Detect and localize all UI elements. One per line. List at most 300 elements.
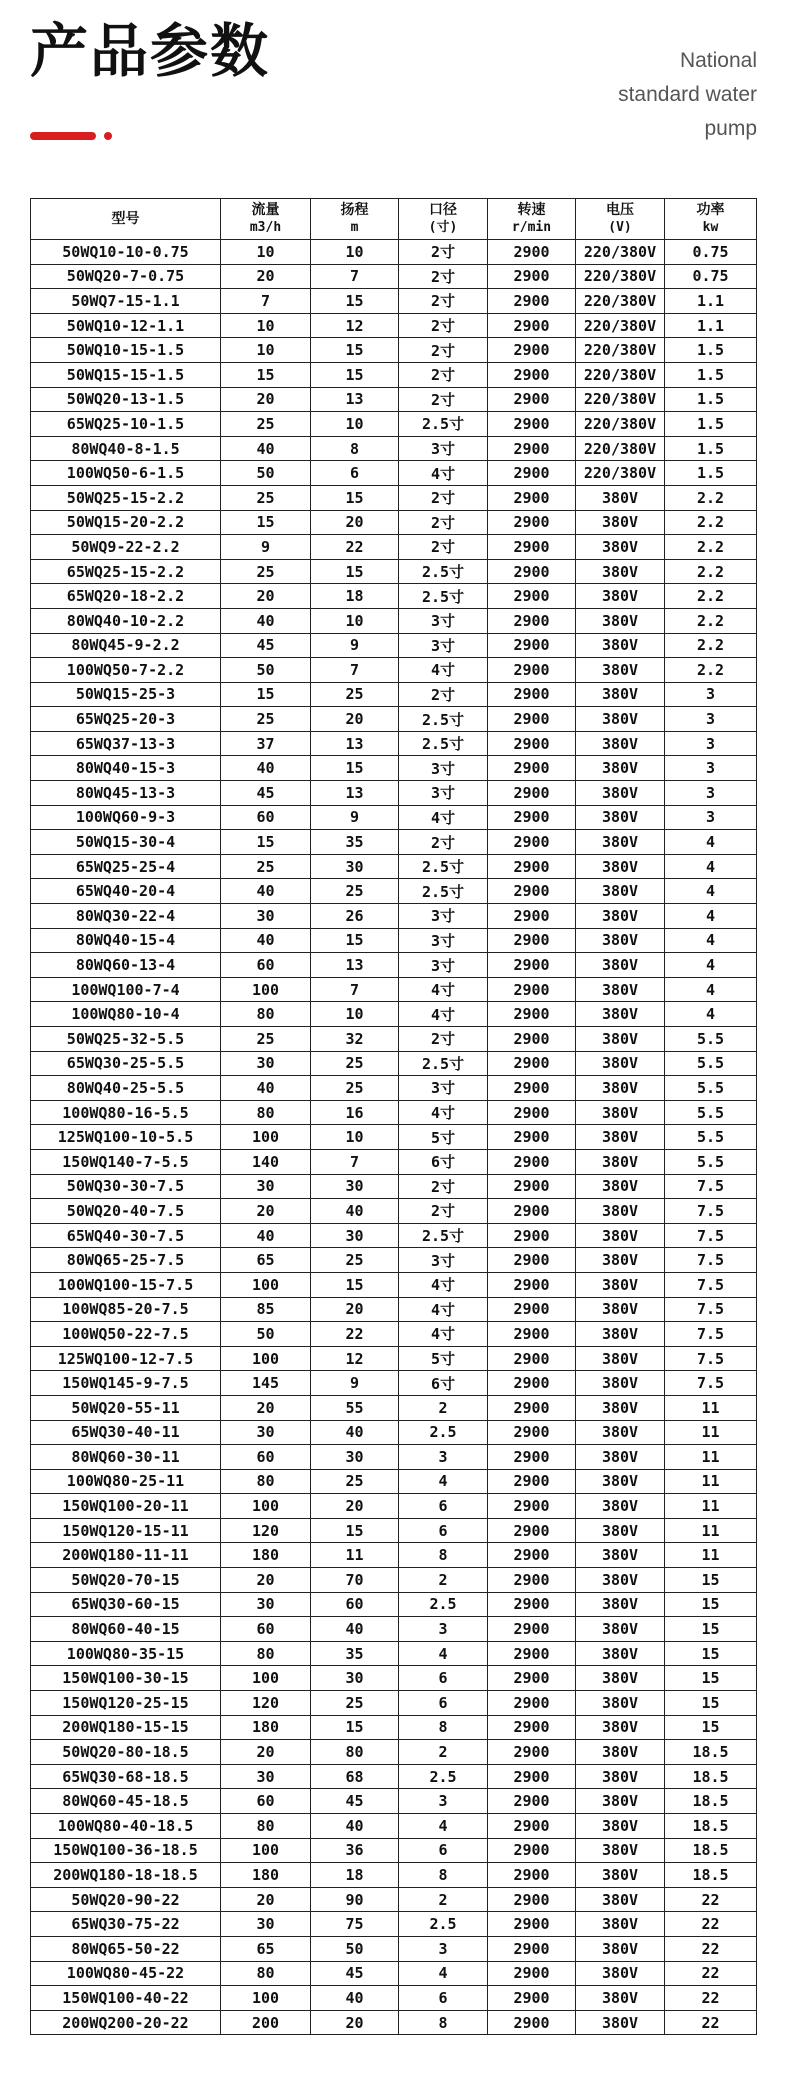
cell-voltage: 380V: [576, 1051, 665, 1076]
cell-model: 50WQ20-70-15: [31, 1568, 221, 1593]
cell-model: 80WQ45-13-3: [31, 781, 221, 806]
cell-speed: 2900: [488, 1912, 576, 1937]
table-row: [31, 854, 757, 879]
cell-model: 50WQ20-7-0.75: [31, 264, 221, 289]
cell-head: 7: [311, 1149, 399, 1174]
cell-power: 5.5: [665, 1051, 757, 1076]
cell-model: 50WQ7-15-1.1: [31, 289, 221, 314]
cell-caliber: 2寸: [399, 682, 488, 707]
cell-caliber: 2: [399, 1568, 488, 1593]
cell-flow: 40: [221, 436, 311, 461]
cell-speed: 2900: [488, 977, 576, 1002]
cell-caliber: 2寸: [399, 313, 488, 338]
cell-voltage: 380V: [576, 879, 665, 904]
table-row: [31, 387, 757, 412]
cell-model: 150WQ120-15-11: [31, 1518, 221, 1543]
cell-voltage: 380V: [576, 805, 665, 830]
cell-power: 7.5: [665, 1346, 757, 1371]
cell-voltage: 220/380V: [576, 436, 665, 461]
table-row: [31, 1445, 757, 1470]
cell-power: 11: [665, 1469, 757, 1494]
cell-voltage: 220/380V: [576, 461, 665, 486]
cell-head: 40: [311, 1420, 399, 1445]
subtitle: [497, 44, 757, 146]
cell-head: 12: [311, 1346, 399, 1371]
cell-model: 80WQ60-13-4: [31, 953, 221, 978]
cell-caliber: 4寸: [399, 1297, 488, 1322]
cell-voltage: 380V: [576, 1740, 665, 1765]
cell-voltage: 220/380V: [576, 313, 665, 338]
cell-caliber: 2.5寸: [399, 1051, 488, 1076]
cell-caliber: 2.5寸: [399, 412, 488, 437]
cell-power: 15: [665, 1592, 757, 1617]
cell-model: 50WQ10-10-0.75: [31, 240, 221, 265]
cell-voltage: 380V: [576, 1100, 665, 1125]
cell-model: 150WQ100-40-22: [31, 1986, 221, 2011]
cell-head: 45: [311, 1961, 399, 1986]
cell-caliber: 2.5: [399, 1764, 488, 1789]
cell-flow: 65: [221, 1936, 311, 1961]
cell-head: 13: [311, 387, 399, 412]
cell-power: 4: [665, 977, 757, 1002]
cell-caliber: 3寸: [399, 1248, 488, 1273]
cell-caliber: 2寸: [399, 289, 488, 314]
cell-voltage: 380V: [576, 682, 665, 707]
cell-model: 100WQ100-7-4: [31, 977, 221, 1002]
table-row: [31, 1986, 757, 2011]
table-row: [31, 2010, 757, 2035]
table-row: [31, 1027, 757, 1052]
cell-speed: 2900: [488, 1715, 576, 1740]
cell-voltage: 380V: [576, 1149, 665, 1174]
cell-power: 22: [665, 1887, 757, 1912]
cell-caliber: 2.5寸: [399, 1223, 488, 1248]
table-row: [31, 461, 757, 486]
cell-speed: 2900: [488, 436, 576, 461]
cell-flow: 60: [221, 805, 311, 830]
cell-flow: 80: [221, 1961, 311, 1986]
cell-model: 65WQ25-15-2.2: [31, 559, 221, 584]
cell-flow: 30: [221, 1764, 311, 1789]
cell-caliber: 4: [399, 1469, 488, 1494]
cell-power: 5.5: [665, 1149, 757, 1174]
cell-speed: 2900: [488, 510, 576, 535]
cell-flow: 100: [221, 977, 311, 1002]
table-row: [31, 928, 757, 953]
cell-speed: 2900: [488, 264, 576, 289]
table-row: [31, 1199, 757, 1224]
cell-head: 15: [311, 485, 399, 510]
cell-model: 100WQ80-35-15: [31, 1641, 221, 1666]
cell-power: 2.2: [665, 510, 757, 535]
table-row: [31, 559, 757, 584]
cell-voltage: 380V: [576, 1691, 665, 1716]
table-row: [31, 731, 757, 756]
cell-speed: 2900: [488, 362, 576, 387]
cell-power: 11: [665, 1543, 757, 1568]
cell-speed: 2900: [488, 731, 576, 756]
cell-caliber: 2寸: [399, 535, 488, 560]
cell-voltage: 380V: [576, 1199, 665, 1224]
cell-flow: 7: [221, 289, 311, 314]
cell-speed: 2900: [488, 1764, 576, 1789]
cell-caliber: 3: [399, 1789, 488, 1814]
cell-model: 80WQ40-10-2.2: [31, 608, 221, 633]
cell-voltage: 380V: [576, 1764, 665, 1789]
cell-head: 10: [311, 1125, 399, 1150]
cell-model: 150WQ100-36-18.5: [31, 1838, 221, 1863]
cell-caliber: 3: [399, 1617, 488, 1642]
header-power: 功率 kw: [665, 199, 757, 240]
cell-voltage: 380V: [576, 854, 665, 879]
cell-flow: 40: [221, 1076, 311, 1101]
cell-speed: 2900: [488, 854, 576, 879]
cell-voltage: 380V: [576, 1986, 665, 2011]
cell-power: 1.1: [665, 289, 757, 314]
cell-flow: 20: [221, 1395, 311, 1420]
cell-flow: 20: [221, 1887, 311, 1912]
cell-model: 150WQ100-20-11: [31, 1494, 221, 1519]
cell-voltage: 380V: [576, 1814, 665, 1839]
cell-speed: 2900: [488, 781, 576, 806]
cell-power: 4: [665, 879, 757, 904]
cell-power: 2.2: [665, 608, 757, 633]
cell-flow: 30: [221, 904, 311, 929]
cell-flow: 45: [221, 633, 311, 658]
cell-power: 0.75: [665, 264, 757, 289]
cell-flow: 50: [221, 658, 311, 683]
table-row: [31, 264, 757, 289]
cell-power: 11: [665, 1445, 757, 1470]
cell-voltage: 380V: [576, 1592, 665, 1617]
subtitle-line: National: [679, 49, 757, 72]
cell-power: 4: [665, 854, 757, 879]
cell-speed: 2900: [488, 1002, 576, 1027]
cell-voltage: 380V: [576, 658, 665, 683]
cell-flow: 50: [221, 1322, 311, 1347]
table-row: [31, 535, 757, 560]
cell-power: 5.5: [665, 1027, 757, 1052]
cell-model: 100WQ100-15-7.5: [31, 1272, 221, 1297]
cell-head: 75: [311, 1912, 399, 1937]
cell-caliber: 2寸: [399, 1199, 488, 1224]
cell-power: 22: [665, 1912, 757, 1937]
cell-head: 90: [311, 1887, 399, 1912]
cell-speed: 2900: [488, 1469, 576, 1494]
cell-flow: 20: [221, 1199, 311, 1224]
cell-model: 65WQ30-60-15: [31, 1592, 221, 1617]
cell-flow: 25: [221, 412, 311, 437]
cell-power: 1.5: [665, 338, 757, 363]
cell-power: 4: [665, 1002, 757, 1027]
cell-speed: 2900: [488, 707, 576, 732]
cell-model: 65WQ25-25-4: [31, 854, 221, 879]
cell-voltage: 380V: [576, 1789, 665, 1814]
cell-voltage: 380V: [576, 1543, 665, 1568]
cell-voltage: 380V: [576, 953, 665, 978]
cell-power: 7.5: [665, 1174, 757, 1199]
cell-voltage: 380V: [576, 1027, 665, 1052]
cell-model: 50WQ30-30-7.5: [31, 1174, 221, 1199]
cell-power: 15: [665, 1617, 757, 1642]
cell-power: 5.5: [665, 1100, 757, 1125]
cell-caliber: 4寸: [399, 658, 488, 683]
cell-model: 80WQ65-50-22: [31, 1936, 221, 1961]
cell-power: 3: [665, 805, 757, 830]
cell-caliber: 2寸: [399, 387, 488, 412]
cell-flow: 50: [221, 461, 311, 486]
cell-caliber: 3寸: [399, 756, 488, 781]
cell-flow: 25: [221, 559, 311, 584]
table-row: [31, 879, 757, 904]
table-row: [31, 1174, 757, 1199]
cell-model: 50WQ9-22-2.2: [31, 535, 221, 560]
cell-voltage: 380V: [576, 1223, 665, 1248]
cell-head: 36: [311, 1838, 399, 1863]
cell-voltage: 380V: [576, 731, 665, 756]
cell-caliber: 2寸: [399, 1174, 488, 1199]
table-row: [31, 313, 757, 338]
cell-caliber: 6寸: [399, 1149, 488, 1174]
cell-model: 65WQ40-20-4: [31, 879, 221, 904]
cell-voltage: 380V: [576, 707, 665, 732]
table-row: [31, 1691, 757, 1716]
cell-model: 50WQ15-15-1.5: [31, 362, 221, 387]
cell-flow: 30: [221, 1912, 311, 1937]
cell-power: 15: [665, 1691, 757, 1716]
cell-caliber: 3寸: [399, 904, 488, 929]
cell-speed: 2900: [488, 608, 576, 633]
cell-flow: 30: [221, 1420, 311, 1445]
header-model: 型号: [31, 199, 221, 240]
cell-power: 2.2: [665, 633, 757, 658]
cell-head: 70: [311, 1568, 399, 1593]
cell-flow: 20: [221, 1740, 311, 1765]
cell-power: 3: [665, 731, 757, 756]
cell-flow: 10: [221, 313, 311, 338]
cell-model: 80WQ40-8-1.5: [31, 436, 221, 461]
cell-caliber: 8: [399, 2010, 488, 2035]
cell-flow: 180: [221, 1715, 311, 1740]
table-row: [31, 1494, 757, 1519]
cell-model: 80WQ65-25-7.5: [31, 1248, 221, 1273]
cell-power: 18.5: [665, 1764, 757, 1789]
cell-caliber: 2.5寸: [399, 854, 488, 879]
cell-model: 100WQ60-9-3: [31, 805, 221, 830]
cell-power: 1.5: [665, 436, 757, 461]
cell-model: 50WQ20-90-22: [31, 1887, 221, 1912]
cell-voltage: 380V: [576, 1838, 665, 1863]
cell-head: 35: [311, 1641, 399, 1666]
table-row: [31, 289, 757, 314]
cell-speed: 2900: [488, 1986, 576, 2011]
cell-flow: 25: [221, 485, 311, 510]
table-row: [31, 707, 757, 732]
cell-model: 80WQ60-40-15: [31, 1617, 221, 1642]
table-row: [31, 510, 757, 535]
cell-voltage: 380V: [576, 1371, 665, 1396]
table-row: [31, 1715, 757, 1740]
cell-speed: 2900: [488, 1494, 576, 1519]
cell-caliber: 6: [399, 1691, 488, 1716]
cell-power: 1.5: [665, 362, 757, 387]
cell-head: 40: [311, 1617, 399, 1642]
cell-head: 25: [311, 1076, 399, 1101]
cell-head: 40: [311, 1986, 399, 2011]
table-row: [31, 1223, 757, 1248]
cell-speed: 2900: [488, 535, 576, 560]
cell-flow: 20: [221, 1568, 311, 1593]
cell-speed: 2900: [488, 1518, 576, 1543]
cell-model: 100WQ50-22-7.5: [31, 1322, 221, 1347]
cell-model: 80WQ30-22-4: [31, 904, 221, 929]
cell-model: 200WQ180-11-11: [31, 1543, 221, 1568]
table-row: [31, 584, 757, 609]
table-row: [31, 1666, 757, 1691]
cell-model: 100WQ85-20-7.5: [31, 1297, 221, 1322]
cell-caliber: 2寸: [399, 338, 488, 363]
cell-head: 15: [311, 338, 399, 363]
cell-voltage: 380V: [576, 633, 665, 658]
cell-caliber: 4: [399, 1814, 488, 1839]
table-row: [31, 1149, 757, 1174]
cell-power: 7.5: [665, 1371, 757, 1396]
cell-head: 7: [311, 658, 399, 683]
cell-speed: 2900: [488, 633, 576, 658]
cell-caliber: 2: [399, 1887, 488, 1912]
cell-head: 40: [311, 1814, 399, 1839]
cell-voltage: 380V: [576, 1248, 665, 1273]
cell-model: 50WQ20-40-7.5: [31, 1199, 221, 1224]
cell-speed: 2900: [488, 682, 576, 707]
cell-caliber: 2.5寸: [399, 559, 488, 584]
cell-model: 80WQ40-15-3: [31, 756, 221, 781]
table-row: [31, 412, 757, 437]
cell-model: 65WQ30-75-22: [31, 1912, 221, 1937]
table-row: [31, 1814, 757, 1839]
cell-voltage: 380V: [576, 2010, 665, 2035]
header-speed: 转速 r/min: [488, 199, 576, 240]
cell-power: 1.1: [665, 313, 757, 338]
cell-caliber: 6: [399, 1666, 488, 1691]
cell-flow: 80: [221, 1469, 311, 1494]
cell-voltage: 380V: [576, 485, 665, 510]
cell-flow: 20: [221, 264, 311, 289]
table-row: [31, 1641, 757, 1666]
cell-flow: 45: [221, 781, 311, 806]
table-row: [31, 1838, 757, 1863]
table-row: [31, 1592, 757, 1617]
cell-model: 65WQ30-68-18.5: [31, 1764, 221, 1789]
cell-voltage: 380V: [576, 1272, 665, 1297]
cell-power: 7.5: [665, 1297, 757, 1322]
table-row: [31, 1543, 757, 1568]
cell-voltage: 380V: [576, 1445, 665, 1470]
cell-power: 5.5: [665, 1076, 757, 1101]
cell-power: 18.5: [665, 1789, 757, 1814]
parameter-table-container: [30, 198, 756, 2035]
cell-power: 11: [665, 1494, 757, 1519]
cell-flow: 100: [221, 1125, 311, 1150]
cell-voltage: 380V: [576, 830, 665, 855]
cell-flow: 80: [221, 1100, 311, 1125]
cell-caliber: 4: [399, 1961, 488, 1986]
cell-speed: 2900: [488, 338, 576, 363]
cell-head: 22: [311, 535, 399, 560]
header-voltage: 电压 (V): [576, 199, 665, 240]
cell-head: 18: [311, 1863, 399, 1888]
cell-caliber: 3寸: [399, 928, 488, 953]
cell-power: 4: [665, 953, 757, 978]
table-row: [31, 1469, 757, 1494]
cell-head: 25: [311, 1051, 399, 1076]
cell-speed: 2900: [488, 1051, 576, 1076]
cell-flow: 10: [221, 338, 311, 363]
cell-model: 65WQ40-30-7.5: [31, 1223, 221, 1248]
cell-power: 15: [665, 1715, 757, 1740]
cell-power: 22: [665, 1986, 757, 2011]
cell-head: 68: [311, 1764, 399, 1789]
table-row: [31, 1100, 757, 1125]
cell-head: 13: [311, 781, 399, 806]
cell-caliber: 4寸: [399, 1002, 488, 1027]
cell-head: 16: [311, 1100, 399, 1125]
cell-power: 18.5: [665, 1740, 757, 1765]
cell-model: 65WQ37-13-3: [31, 731, 221, 756]
table-row: [31, 1002, 757, 1027]
cell-speed: 2900: [488, 2010, 576, 2035]
cell-caliber: 4寸: [399, 1272, 488, 1297]
cell-caliber: 4寸: [399, 1322, 488, 1347]
cell-power: 11: [665, 1518, 757, 1543]
cell-power: 11: [665, 1420, 757, 1445]
cell-caliber: 3寸: [399, 633, 488, 658]
cell-flow: 100: [221, 1666, 311, 1691]
cell-power: 4: [665, 928, 757, 953]
cell-voltage: 380V: [576, 1076, 665, 1101]
cell-head: 35: [311, 830, 399, 855]
cell-flow: 40: [221, 756, 311, 781]
cell-head: 10: [311, 412, 399, 437]
cell-caliber: 2: [399, 1740, 488, 1765]
cell-head: 9: [311, 805, 399, 830]
cell-power: 15: [665, 1568, 757, 1593]
cell-model: 65WQ30-40-11: [31, 1420, 221, 1445]
table-row: [31, 1617, 757, 1642]
cell-speed: 2900: [488, 1838, 576, 1863]
cell-caliber: 4寸: [399, 977, 488, 1002]
table-row: [31, 1912, 757, 1937]
cell-model: 50WQ15-30-4: [31, 830, 221, 855]
cell-caliber: 3: [399, 1445, 488, 1470]
table-row: [31, 1789, 757, 1814]
cell-caliber: 3寸: [399, 781, 488, 806]
cell-speed: 2900: [488, 1592, 576, 1617]
cell-head: 10: [311, 1002, 399, 1027]
cell-power: 7.5: [665, 1223, 757, 1248]
cell-flow: 20: [221, 584, 311, 609]
table-row: [31, 1346, 757, 1371]
cell-model: 150WQ120-25-15: [31, 1691, 221, 1716]
cell-flow: 60: [221, 953, 311, 978]
cell-head: 18: [311, 584, 399, 609]
cell-model: 50WQ25-15-2.2: [31, 485, 221, 510]
cell-speed: 2900: [488, 1223, 576, 1248]
cell-head: 80: [311, 1740, 399, 1765]
cell-caliber: 8: [399, 1543, 488, 1568]
page-title: 产品参数: [30, 17, 271, 85]
cell-power: 0.75: [665, 240, 757, 265]
